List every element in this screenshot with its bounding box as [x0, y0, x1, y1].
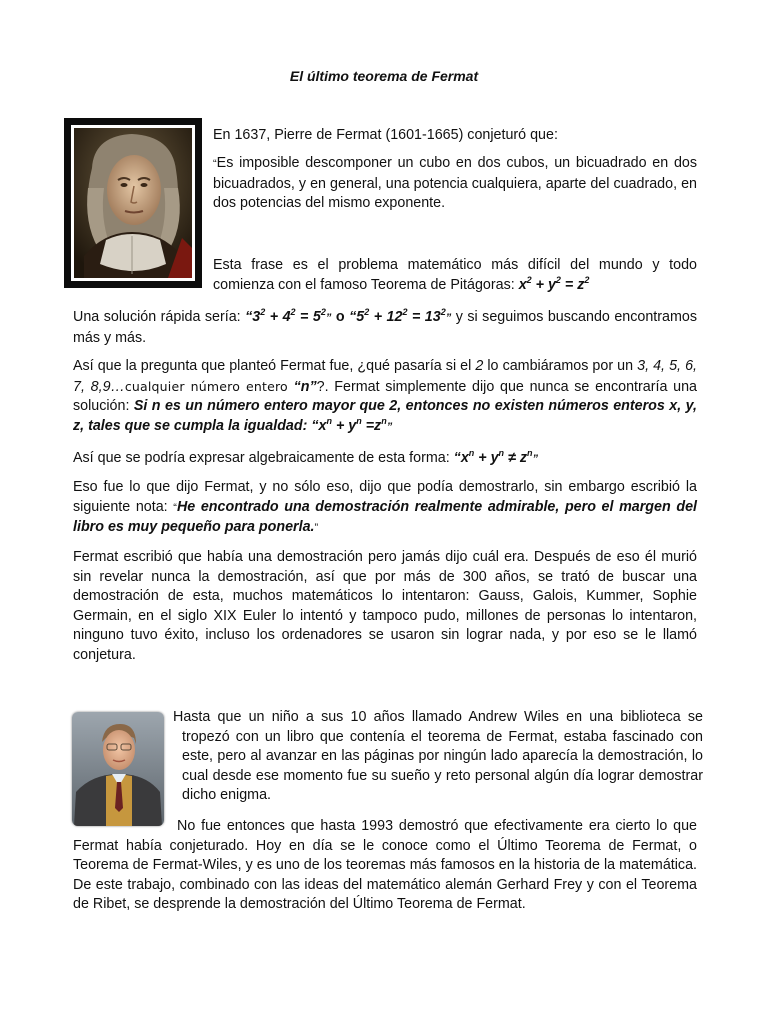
quick-solution-tail: y si seguimos buscando encontramos más y más. [73, 309, 697, 346]
question-paragraph [73, 357, 697, 437]
question-lead: Así que la pregunta que planteó Fermat fue, ¿qué pasaría si el [73, 358, 476, 374]
proof-paragraph: No fue entonces que hasta 1993 demostró que efectivamente era cierto lo que Fermat había conjeturado. Hoy en día se le conoce como el Último Teorema de Fermat, o Teorema de Fermat-Wiles, y es uno de los teoremas más famosos en la historia de la matemática. De este trabajo, combinado con las ideas del matemático alemán Gerhard Frey y con el Teorema de Ribet, se desprende la demostración del Último Teorema de Fermat. [73, 818, 697, 912]
algebraic-lead: Así que se podría expresar algebraicamente de esta forma: [73, 450, 454, 466]
fermat-portrait [64, 118, 202, 288]
inequality-equation: “$x^n + y^n \ne z^n$” [453, 448, 538, 466]
margin-note-paragraph: Eso fue lo que dijo Fermat, y no sólo eso, dijo que podía demostrarlo, sin embargo escribió la siguiente nota: “He encontrado una demostración realmente admirable, pero el margen del libro es muy pequeño para ponerla.” [73, 479, 697, 535]
conjunction-o: o [335, 309, 345, 325]
number-list: 3, 4, 5, 6, 7, 8,9… [73, 358, 697, 395]
pythagoras-equation: $x^2 + y^2 = z^2$ [518, 274, 590, 293]
any-integer-label: cualquier número entero [124, 378, 288, 394]
quick-solution-lead: Una solución rápida sería: [73, 309, 246, 325]
algebraic-paragraph [73, 449, 697, 470]
page-title: El último teorema de Fermat [289, 68, 479, 84]
pythagoras-paragraph [213, 256, 697, 295]
quick-solution-paragraph [73, 308, 697, 348]
variable-n: “n” [293, 378, 317, 395]
margin-note-quote: He encontrado una demostración realmente admirable, pero el margen del libro es muy pequeño para ponerla. [73, 498, 697, 535]
number-two: 2 [475, 358, 484, 374]
variable-n-text: n [300, 378, 310, 395]
fermat-quote: “Es imposible descomponer un cubo en dos cubos, un bicuadrado en dos bicuadrados, y en general, una potencia cualquiera, aparte del cuadrado, en dos potencias del mismo exponente. [213, 155, 697, 211]
pythagoras-text: Esta frase es el problema matemático más difícil del mundo y todo comienza con el famoso Teorema de Pitágoras: [213, 257, 697, 293]
fermat-equation: “$x^n + y^n =z^n$” [311, 415, 393, 434]
fermat-statement: Si n es un número entero mayor que 2, entonces no existen números enteros x, y, z, tales que se cumpla la igualdad: [73, 398, 698, 434]
quote-text: Es imposible descomponer un cubo en dos cubos, un bicuadrado en dos bicuadrados, y en general, una potencia cualquiera, aparte del cuadrado, en dos potencias del mismo exponente. [213, 155, 697, 211]
history-paragraph: Fermat escribió que había una demostración pero jamás dijo cuál era. Después de eso él murió sin revelar nunca la demostración, así que por más de 300 años, se trató de buscar una demostración de esta, muchos matemáticos lo intentaron: Gauss, Galois, Kummer, Sophie Germain, en el siglo XIX Euler lo intentó y tampoco pudo, millones de personas lo intentaron, ninguno tuvo éxito, incluso los ordenadores se usaron sin lograr nada, y por eso se le llamó conjetura. [73, 549, 697, 663]
question-mid: lo cambiáramos por un [483, 358, 638, 374]
wiles-paragraph: Hasta que un niño a sus 10 años llamado Andrew Wiles en una biblioteca se tropezó con un libro que contenía el teorema de Fermat, estaba fascinado con este, pero al avanzar en las páginas por ningún lado aparecía la demostración, lo cual desde ese momento fue su sueño y reto personal algún día lograr demostrar dicho enigma. [173, 709, 703, 803]
intro-paragraph: En 1637, Pierre de Fermat (1601-1665) conjeturó que: [213, 127, 558, 143]
question-after: ?. Fermat simplemente dijo que nunca se encontraría una solución: [73, 378, 697, 414]
margin-note-lead: Eso fue lo que dijo Fermat, y no sólo eso, dijo que podía demostrarlo, sin embargo escribió la siguiente nota: [73, 479, 697, 515]
equation-3-4-5: “$3^2 + 4^2 = 5^2$” [245, 307, 332, 325]
wiles-photo [72, 712, 164, 826]
equation-5-12-13: “$5^2 + 12^2 = 13^2$” [349, 307, 452, 325]
